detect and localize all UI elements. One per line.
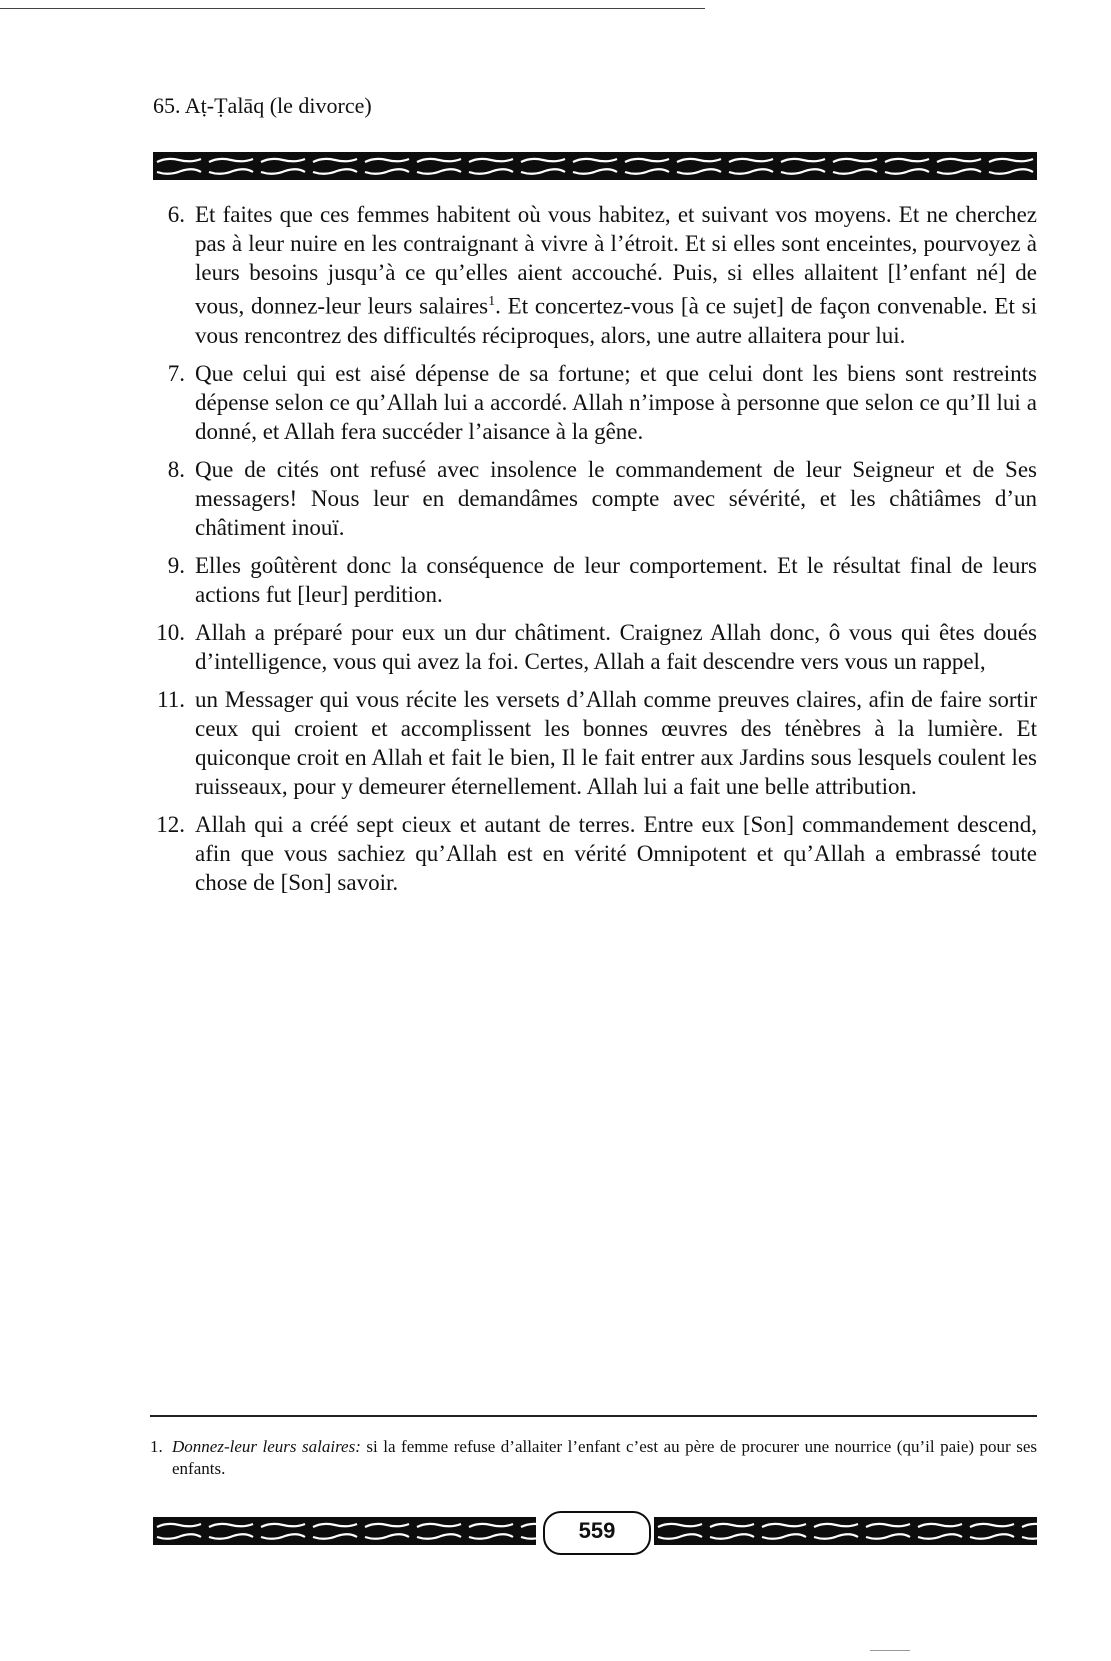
ornament-right	[654, 1517, 1037, 1545]
verse-text: Allah a préparé pour eux un dur châtiment. Craignez Allah donc, ô vous qui êtes doués d’intelligence, vous qui avez la foi. Certes, Allah a fait descendre vers vous un rappel,	[195, 619, 1037, 674]
verse-text: Que celui qui est aisé dépense de sa fortune; et que celui dont les biens sont restreints dépense selon ce qu’Allah lui a accordé. Allah n’impose à personne que selon ce qu’Il lui a donné, et Allah fera succéder l’aisance à la gêne.	[195, 360, 1037, 444]
verse-8	[153, 455, 1037, 542]
footnote-number: 1.	[150, 1437, 163, 1456]
running-head: 65. Aṭ-Ṭalāq (le divorce)	[153, 93, 372, 118]
chain-pattern-icon	[654, 1517, 1037, 1545]
footnote-rule	[150, 1415, 1037, 1417]
verse-number: 11.	[157, 686, 185, 712]
verse-number: 10.	[156, 619, 185, 645]
verse-text: un Messager qui vous récite les versets d’Allah comme preuves claires, afin de faire sortir ceux qui croient et accomplissent les bonnes œuvres des ténèbres à la lumière. Et quiconque croit en Allah et fait le bien, Il le fait entrer aux Jardins sous lesquels coulent les ruisseaux, pour y demeurer éternellement. Allah lui a fait une belle attribution.	[195, 686, 1037, 799]
verse-number: 8.	[167, 456, 185, 482]
scan-mark	[870, 1650, 910, 1651]
verse-number: 7.	[167, 360, 185, 386]
verse-11	[153, 685, 1037, 801]
footnote-term: Donnez-leur leurs salaires:	[172, 1437, 361, 1456]
verse-12	[153, 810, 1037, 897]
ornamental-band-top	[153, 152, 1037, 180]
verse-9	[153, 551, 1037, 609]
verse-number: 6.	[167, 202, 185, 227]
chain-pattern-icon	[153, 152, 1037, 180]
footnote-marker: 1	[488, 294, 496, 309]
chain-pattern-icon	[153, 1517, 536, 1545]
footnote	[150, 1436, 1037, 1480]
verse-text: Et faites que ces femmes habitent où vous habitez, et suivant vos moyens. Et ne cherchez pas à leur nuire en les contraignant à vivre à l’étroit. Et si elles sont enceintes, pourvoyez à leurs besoins jusqu’à ce qu’elles aient accouché. Puis, si elles allaitent [l’enfant né] de vous, donnez-leur leurs salaires$^1$. Et concertez-vous [à ce sujet] de façon convenable. Et si vous rencontrez des difficultés réciproques, alors, une autre allaitera pour lui.	[195, 202, 1037, 348]
ornament-left	[153, 1517, 536, 1545]
verse-number: 12.	[156, 811, 185, 837]
page-number: 559	[543, 1511, 651, 1555]
verse-text: Allah qui a créé sept cieux et autant de terres. Entre eux [Son] commandement descend, afin que vous sachiez qu’Allah est en vérité Omnipotent et qu’Allah a embrassé toute chose de [Son] savoir.	[195, 811, 1037, 895]
ornamental-band-bottom	[153, 1517, 1037, 1545]
verse-text: Elles goûtèrent donc la conséquence de leur comportement. Et le résultat final de leurs actions fut [leur] perdition.	[195, 552, 1037, 607]
verse-6	[153, 200, 1037, 350]
footnote-text: Donnez-leur leurs salaires: si la femme refuse d’allaiter l’enfant c’est au père de procurer une nourrice (qu’il paie) pour ses enfants.	[172, 1437, 1038, 1478]
verse-list	[153, 200, 1037, 906]
verse-10	[153, 618, 1037, 676]
top-rule	[0, 8, 705, 9]
verse-text: Que de cités ont refusé avec insolence le commandement de leur Seigneur et de Ses messagers! Nous leur en demandâmes compte avec sévérité, et les châtiâmes d’un châtiment inouï.	[195, 456, 1037, 540]
verse-7	[153, 359, 1037, 446]
verse-number: 9.	[167, 552, 185, 578]
